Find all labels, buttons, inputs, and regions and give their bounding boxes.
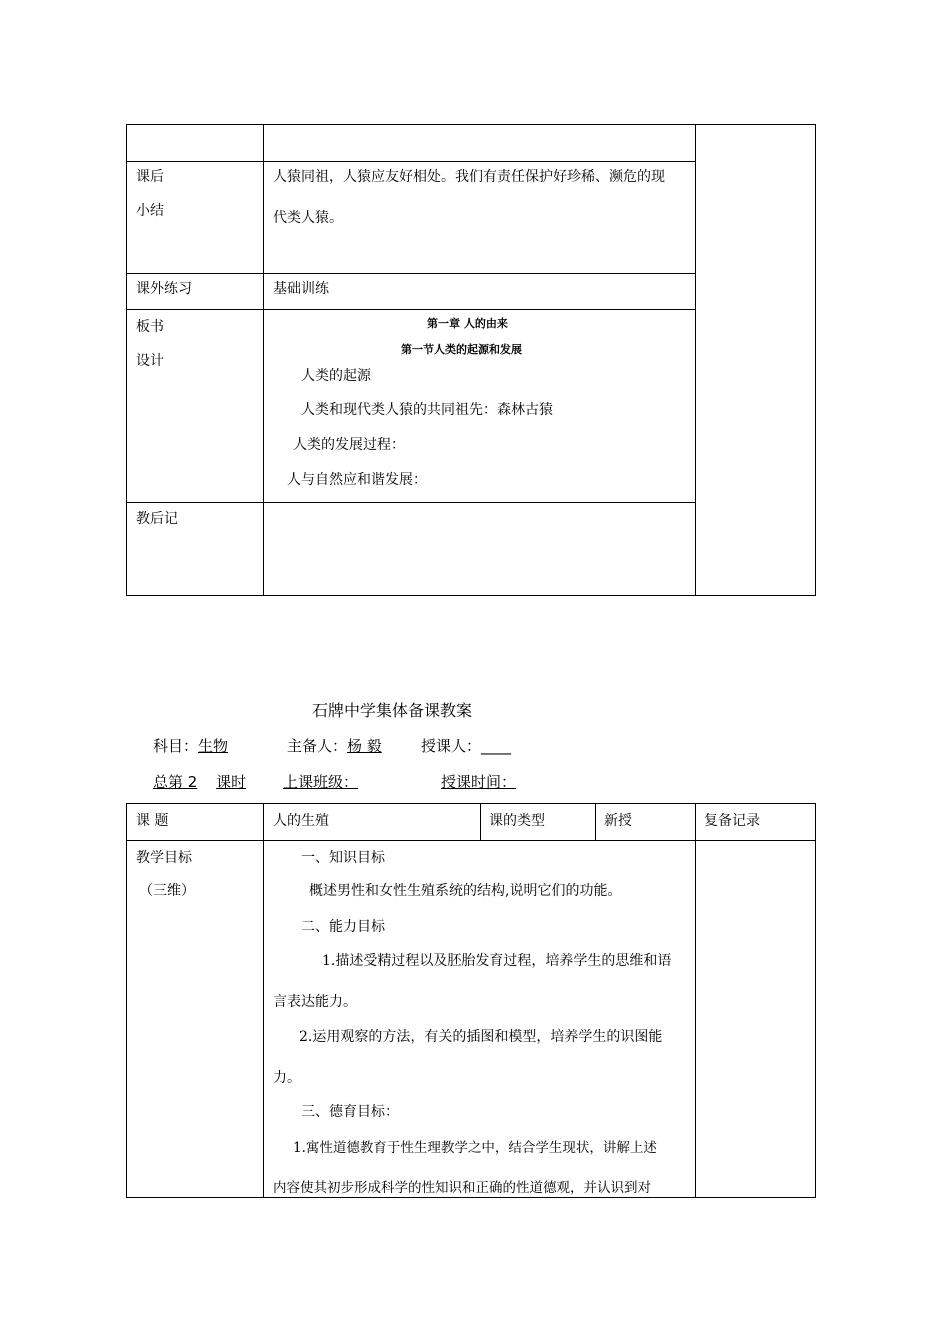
- top-lesson-table: [126, 124, 816, 596]
- column-divider: [263, 804, 264, 1197]
- summary-text: 代类人猿。: [273, 210, 343, 226]
- board-line: 人类和现代类人猿的共同祖先：森林古猿: [301, 402, 553, 418]
- goals-label: 教学目标: [136, 850, 192, 866]
- board-line: 人与自然应和谐发展：: [287, 472, 427, 488]
- document-title: 石牌中学集体备课教案: [312, 701, 473, 720]
- subject-value: 生物: [198, 737, 229, 755]
- row-label: 小结: [136, 203, 164, 219]
- preparer-value: 杨 毅: [347, 737, 382, 755]
- bottom-lesson-table: [126, 803, 816, 1198]
- goal-line: 1.寓性道德教育于性生理教学之中，结合学生现状，讲解上述: [293, 1140, 657, 1156]
- column-divider: [695, 125, 696, 595]
- goal-line: 内容使其初步形成科学的性知识和正确的性道德观，并认识到对: [273, 1180, 651, 1196]
- row-divider: [127, 161, 695, 162]
- row-label: 设计: [136, 353, 164, 369]
- column-divider: [595, 804, 596, 840]
- total-period: [153, 771, 246, 792]
- goal-line: 三、德育目标：: [301, 1104, 399, 1120]
- row-label: 教后记: [136, 511, 178, 527]
- subject-field: [153, 735, 228, 756]
- goal-line: 2.运用观察的方法，有关的插图和模型，培养学生的识图能: [299, 1029, 663, 1045]
- type-value: 新授: [604, 813, 632, 829]
- time-field: [441, 771, 516, 792]
- column-divider: [480, 804, 481, 840]
- subject-label: 科目：: [153, 737, 199, 755]
- board-line: 人类的起源: [301, 368, 371, 384]
- teacher-field: [421, 735, 511, 756]
- preparer-label: 主备人：: [287, 737, 348, 755]
- row-divider: [127, 309, 695, 310]
- row-label: 板书: [136, 319, 164, 335]
- row-divider: [127, 840, 815, 841]
- total-label: 总第 2: [153, 773, 198, 791]
- board-section: 第一节人类的起源和发展: [401, 343, 522, 356]
- board-line: 人类的发展过程：: [293, 437, 405, 453]
- homework-text: 基础训练: [273, 281, 329, 297]
- preparer-field: [287, 735, 382, 756]
- column-divider: [263, 125, 264, 595]
- teacher-value: ____: [481, 737, 512, 755]
- teacher-label: 授课人：: [421, 737, 482, 755]
- goal-line: 一、知识目标: [301, 850, 385, 866]
- row-label: 课外练习: [136, 281, 192, 297]
- goal-line: 概述男性和女性生殖系统的结构,说明它们的功能。: [309, 883, 622, 899]
- row-divider: [127, 502, 695, 503]
- column-divider: [695, 804, 696, 1197]
- board-chapter: 第一章 人的由来: [427, 317, 508, 330]
- type-label: 课的类型: [489, 813, 545, 829]
- time-label: 授课时间：: [441, 773, 517, 791]
- topic-label: 课 题: [136, 813, 169, 829]
- period-label: 课时: [216, 773, 247, 791]
- topic-value: 人的生殖: [273, 813, 329, 829]
- goal-line: 力。: [273, 1070, 301, 1086]
- goals-sub-label: （三维）: [139, 883, 195, 899]
- class-field: [283, 771, 391, 792]
- goal-line: 言表达能力。: [273, 994, 357, 1010]
- row-divider: [127, 273, 695, 274]
- goal-line: 二、能力目标: [301, 919, 385, 935]
- review-label: 复备记录: [704, 813, 760, 829]
- goal-line: 1.描述受精过程以及胚胎发育过程，培养学生的思维和语: [322, 953, 672, 969]
- summary-text: 人猿同祖，人猿应友好相处。我们有责任保护好珍稀、濒危的现: [273, 169, 665, 185]
- class-label: 上课班级：: [283, 773, 359, 791]
- row-label: 课后: [136, 169, 164, 185]
